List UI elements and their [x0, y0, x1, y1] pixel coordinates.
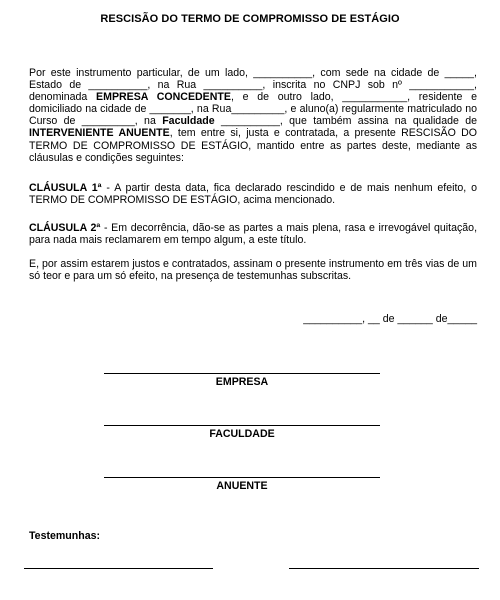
- intro-bold-faculdade: Faculdade: [162, 115, 215, 128]
- clause-2-label: CLÁUSULA 2ª: [29, 222, 101, 234]
- intro-text-3: __________, que também assina na qualidade de: [214, 115, 477, 128]
- document-title: RESCISÃO DO TERMO DE COMPROMISSO DE ESTÁGIO: [100, 13, 400, 25]
- clause-1-label: CLÁUSULA 1ª: [29, 182, 102, 194]
- closing-paragraph: E, por assim estarem justos e contratados, assinam o presente instrumento em três vias de um só teor e para um só efeito, na presença de testemunhas subscritas.: [29, 258, 477, 283]
- signature-label-empresa: EMPRESA: [215, 376, 269, 388]
- intro-text-2: , e de outro lado, ___________, residente e domiciliado na cidade de _______, na Rua_________, e aluno(a) regularmente matriculado no Curso de _________, na: [29, 91, 477, 128]
- signature-label-anuente: ANUENTE: [216, 480, 268, 492]
- clause-1-paragraph: [29, 182, 477, 206]
- signature-line-anuente: [104, 477, 380, 478]
- intro-bold-empresa: EMPRESA CONCEDENTE: [96, 91, 231, 104]
- clause-1-text: - A partir desta data, fica declarado rescindido e de mais nenhum efeito, o TERMO DE COMPROMISSO DE ESTÁGIO, acima mencionado.: [29, 182, 478, 207]
- witness-signature-line-1: [24, 568, 213, 569]
- intro-text-1: Por este instrumento particular, de um lado, __________, com sede na cidade de _____, Estado de __________, na Rua __________, inscrita no CNPJ sob nº ___________, denominada: [29, 67, 477, 104]
- witnesses-label: Testemunhas:: [29, 530, 101, 542]
- signature-line-faculdade: [104, 425, 380, 426]
- signature-line-empresa: [104, 373, 380, 374]
- intro-paragraph: [29, 67, 477, 164]
- witness-signature-line-2: [289, 568, 479, 569]
- clause-2-paragraph: [29, 222, 477, 246]
- date-line: __________, __ de ______ de_____: [303, 313, 477, 325]
- intro-bold-interveniente: INTERVENIENTE ANUENTE: [29, 127, 170, 140]
- clause-2-text: - Em decorrência, dão-se as partes a mais plena, rasa e irrevogável quitação, para nada mais reclamarem em tempo algum, a este título.: [29, 222, 478, 247]
- intro-text-4: , tem entre si, justa e contratada, a presente RESCISÃO DO TERMO DE COMPROMISSO DE ESTÁGIO, mantido entre as partes deste, mediante as cláusulas e condições seguintes:: [29, 127, 478, 164]
- signature-label-faculdade: FACULDADE: [209, 428, 275, 440]
